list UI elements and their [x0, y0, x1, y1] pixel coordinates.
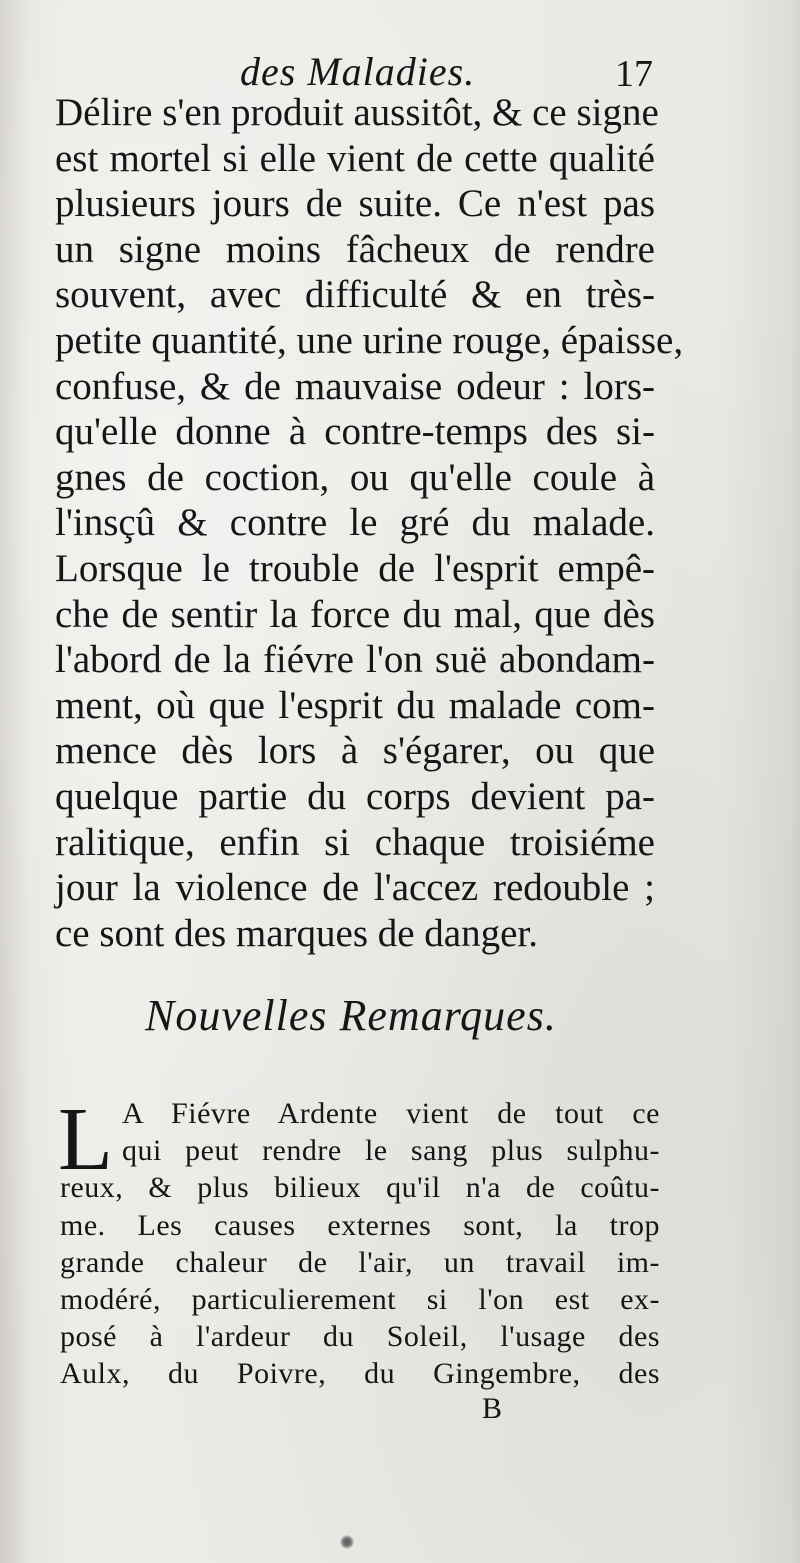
text-line: Aulx, du Poivre, du Gingembre, des — [60, 1357, 660, 1391]
text-line: Délire s'en produit aussitôt, & ce signe — [55, 91, 659, 134]
text-line: est mortel si elle vient de cette qualité — [55, 136, 655, 180]
text-line: gnes de coction, ou qu'elle coule à — [55, 455, 655, 499]
body-paragraph — [55, 90, 684, 956]
text-line: qu'elle donne à contre-temps des si- — [55, 410, 655, 454]
running-title: des Maladies. — [240, 49, 476, 94]
text-line: Lorsque le trouble de l'esprit empê- — [55, 546, 655, 590]
text-line: l'abord de la fiévre l'on suë abondam- — [55, 638, 655, 682]
text-line: me. Les causes externes sont, la trop — [60, 1208, 660, 1242]
text-line: l'insçû & contre le gré du malade. — [55, 501, 655, 545]
text-line: petite quantité, une urine rouge, épaisse, — [55, 318, 684, 362]
drop-cap: L — [58, 1090, 113, 1189]
text-line: qui peut rendre le sang plus sulphu- — [122, 1134, 660, 1168]
page-number: 17 — [615, 53, 653, 95]
signature-mark: B — [482, 1392, 503, 1425]
text-line: grande chaleur de l'air, un travail im- — [60, 1245, 660, 1279]
text-line: confuse, & de mauvaise odeur : lors- — [55, 364, 655, 408]
text-line: che de sentir la force du mal, que dès — [55, 592, 655, 636]
text-line: ralitique, enfin si chaque troisiéme — [55, 820, 655, 864]
text-line: reux, & plus bilieux qu'il n'a de coûtu- — [60, 1171, 660, 1205]
text-line: posé à l'ardeur du Soleil, l'usage des — [60, 1320, 660, 1354]
text-line: mence dès lors à s'égarer, ou que — [55, 729, 655, 773]
text-line: souvent, avec difficulté & en très- — [55, 273, 655, 317]
text-line: jour la violence de l'accez redouble ; — [55, 866, 655, 910]
text-line: A Fiévre Ardente vient de tout ce — [122, 1097, 660, 1130]
text-line: quelque partie du corps devient pa- — [55, 774, 655, 818]
ink-speck — [340, 1535, 354, 1549]
text-line: un signe moins fâcheux de rendre — [55, 227, 655, 271]
text-line: ce sont des marques de danger. — [55, 911, 539, 955]
text-line: plusieurs jours de suite. Ce n'est pas — [55, 182, 655, 226]
text-line: ment, où que l'esprit du malade com- — [55, 683, 655, 727]
section-heading: Nouvelles Remarques. — [145, 991, 557, 1040]
remarks-paragraph — [58, 1090, 660, 1393]
text-line: modéré, particulierement si l'on est ex- — [60, 1283, 660, 1317]
